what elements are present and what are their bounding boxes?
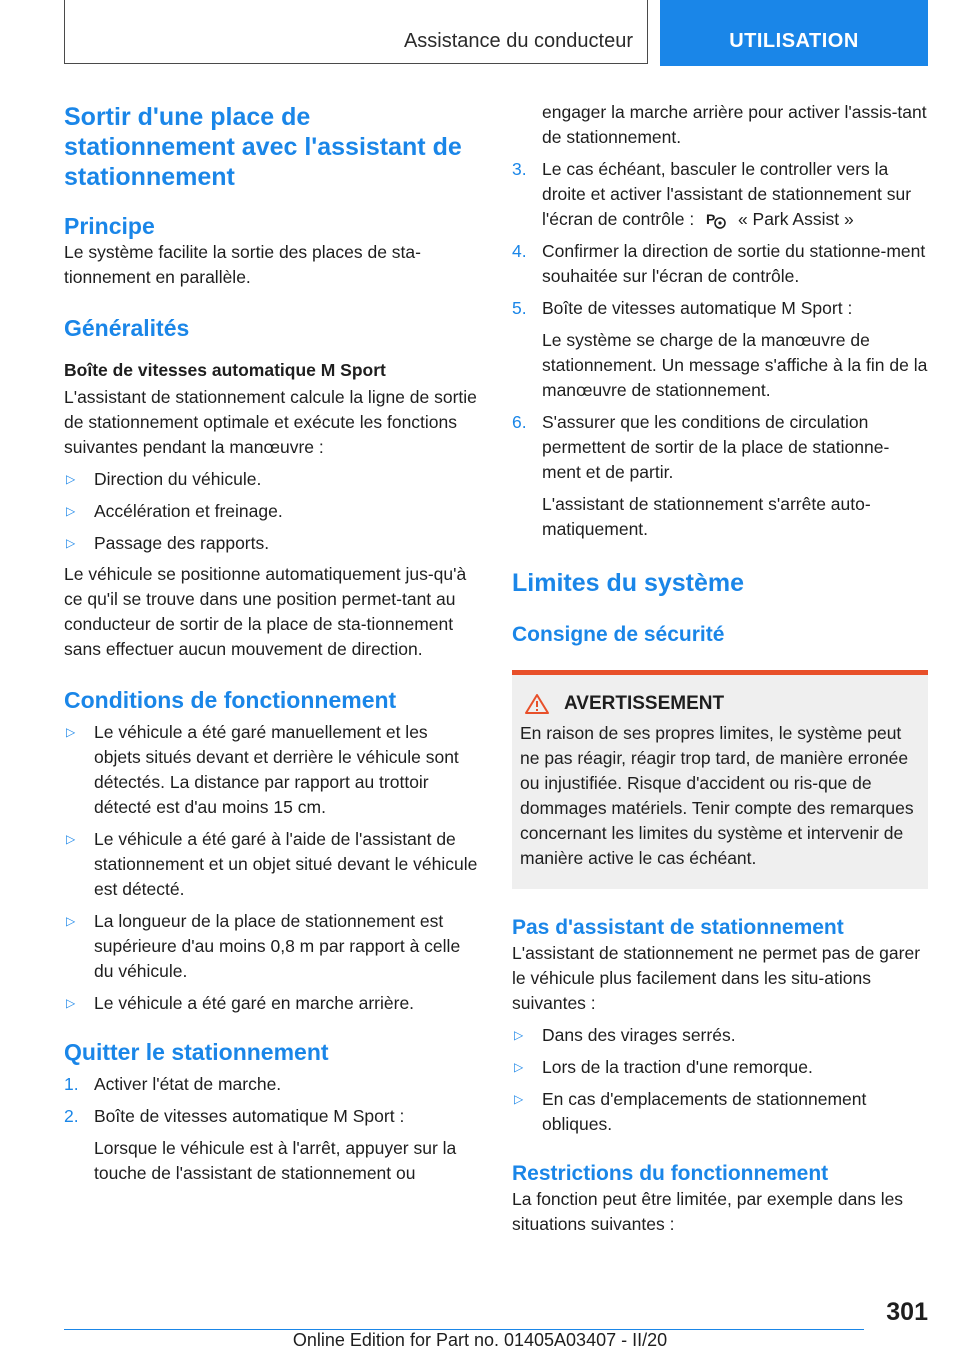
- pas-text: L'assistant de stationnement ne permet pas de garer le véhicule plus facilement dans les situ-ations suivantes :: [512, 943, 921, 1013]
- quitter-steps-final: [512, 410, 928, 485]
- step-continuation: engager la marche arrière pour activer l'assis-tant de stationnement.: [542, 102, 927, 147]
- step-text: Boîte de vitesses automatique M Sport :: [94, 1106, 405, 1126]
- step-item: [64, 1104, 478, 1129]
- pas-list: [512, 1023, 928, 1137]
- generalites-heading: Généralités: [64, 315, 190, 341]
- functions-list: [64, 467, 478, 556]
- step-text: S'assurer que les conditions de circulation permettent de sortir de la place de stationne-ment et de partir.: [542, 412, 890, 482]
- list-item: ▷ Direction du véhicule.: [64, 467, 478, 492]
- principe-heading: Principe: [64, 213, 155, 239]
- step-number: 1.: [64, 1074, 79, 1094]
- step-item: [64, 1072, 478, 1097]
- step-item: [512, 239, 928, 289]
- list-item: ▷ Dans des virages serrés.: [512, 1023, 928, 1048]
- list-item: ▷ Le véhicule a été garé à l'aide de l'assistant de stationnement et un objet situé devant le véhicule est détecté.: [64, 827, 478, 902]
- list-item: ▷ Passage des rapports.: [64, 531, 478, 556]
- list-item: ▷ Lors de la traction d'une remorque.: [512, 1055, 928, 1080]
- list-item: ▷ Accélération et freinage.: [64, 499, 478, 524]
- step-text: Activer l'état de marche.: [94, 1074, 282, 1094]
- step-number: 5.: [512, 298, 527, 318]
- section-label-box: [64, 0, 648, 64]
- step-text: Boîte de vitesses automatique M Sport :: [542, 298, 853, 318]
- step-text: Le cas échéant, basculer le controller vers la droite et activer l'assistant de stationnement sur l'écran de contrôle :: [542, 159, 912, 229]
- step-item: [512, 157, 928, 232]
- list-item: ▷ Le véhicule a été garé manuellement et les objets situés devant et derrière le véhicule sont détectés. La distance par rapport au trottoir détecté est d'au moins 15 cm.: [64, 720, 478, 820]
- step-item: [512, 410, 928, 485]
- step-number: 4.: [512, 241, 527, 261]
- list-item: ▷ En cas d'emplacements de stationnement obliques.: [512, 1087, 928, 1137]
- quitter-steps: [64, 1072, 478, 1129]
- limites-heading: Limites du système: [512, 569, 745, 597]
- section-title: Sortir d'une place de stationnement avec l'assistant de stationnement: [64, 103, 462, 191]
- generalites-outro: Le véhicule se positionne automatiquement jus-qu'à ce qu'il se trouve dans une position permet-tant au conducteur de sortir de la place de sta-tionnement sans effectuer aucun mouvement de direction.: [64, 564, 467, 659]
- right-column: [512, 100, 928, 1237]
- step-text: Confirmer la direction de sortie du stationne-ment souhaitée sur l'écran de contrôle.: [542, 241, 926, 286]
- quitter-steps-continued: [512, 157, 928, 321]
- generalites-intro: L'assistant de stationnement calcule la ligne de sortie de stationnement optimale et exécute les fonctions suivantes pendant la manœuvre :: [64, 387, 477, 457]
- warning-triangle-icon: [524, 693, 550, 715]
- svg-text:P: P: [706, 211, 716, 228]
- warning-title: AVERTISSEMENT: [564, 693, 725, 714]
- step-number: 3.: [512, 159, 527, 179]
- step-number: 6.: [512, 412, 527, 432]
- list-item: ▷ La longueur de la place de stationnement est supérieure d'au moins 0,8 m par rapport à celle du véhicule.: [64, 909, 478, 984]
- step-item: [512, 296, 928, 321]
- list-item: ▷ Le véhicule a été garé en marche arrière.: [64, 991, 478, 1016]
- warning-text: En raison de ses propres limites, le système peut ne pas réagir, réagir trop tard, de manière erronée ou injustifiée. Risque d'accident ou ris-que de dommages matériels. Tenir compte des remarques concernant les limites du système et intervenir de manière active le cas échéant.: [520, 723, 914, 868]
- restrictions-heading: Restrictions du fonctionnement: [512, 1162, 829, 1185]
- restrictions-text: La fonction peut être limitée, par exemple dans les situations suivantes :: [512, 1189, 904, 1234]
- chapter-tab: [660, 0, 928, 66]
- pas-heading: Pas d'assistant de stationnement: [512, 916, 844, 939]
- principe-text: Le système facilite la sortie des places de sta-tionnement en parallèle.: [64, 242, 421, 287]
- conditions-list: [64, 720, 478, 1016]
- park-assist-icon: [705, 210, 727, 230]
- left-column: [64, 98, 478, 1186]
- step-number: 2.: [64, 1106, 79, 1126]
- step-detail: Le système se charge de la manœuvre de stationnement. Un message s'affiche à la fin de la manœuvre de stationnement.: [542, 330, 928, 400]
- chapter-label: UTILISATION: [729, 30, 859, 52]
- gearbox-subheading: Boîte de vitesses automatique M Sport: [64, 360, 386, 380]
- warning-box: [512, 670, 928, 889]
- warning-header: [520, 693, 920, 715]
- step-detail: L'assistant de stationnement s'arrête auto-matiquement.: [542, 494, 871, 539]
- step-detail: Lorsque le véhicule est à l'arrêt, appuyer sur la touche de l'assistant de stationnement ou: [94, 1138, 457, 1183]
- consigne-heading: Consigne de sécurité: [512, 623, 725, 646]
- page-header: [64, 0, 928, 66]
- conditions-heading: Conditions de fonctionnement: [64, 687, 397, 713]
- page-number: 301: [886, 1298, 928, 1326]
- section-label: Assistance du conducteur: [403, 30, 633, 52]
- quitter-heading: Quitter le stationnement: [64, 1039, 329, 1065]
- step-text-park-assist: « Park Assist »: [737, 209, 854, 229]
- footer-edition: Online Edition for Part no. 01405A03407 - II/20: [292, 1330, 668, 1350]
